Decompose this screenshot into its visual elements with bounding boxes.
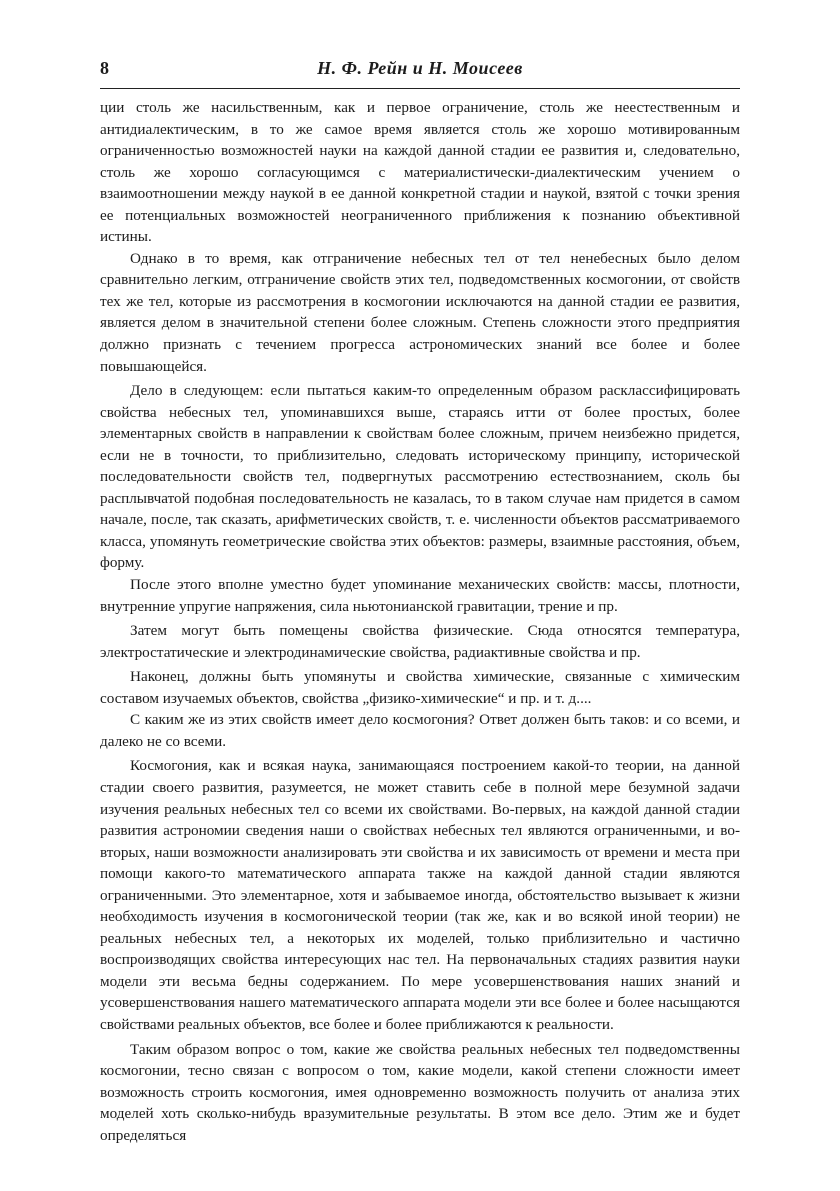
paragraph: С каким же из этих свойств имеет дело космогония? Ответ должен быть таков: и со всеми, и далеко не со всеми. xyxy=(100,711,740,750)
body-text xyxy=(100,97,740,1146)
paragraph: Однако в то время, как отграничение небесных тел от тел ненебесных было делом сравнительно легким, отграничение свойств этих тел, подведомственных космогонии, от свойств тех же тел, которые из рассмотрения в космогонии исключаются на данной стадии ее развития, является делом в значительной степени более сложным. Степень сложности этого предприятия должно признать с течением прогресса астрономических знаний все более и более повышающейся. xyxy=(100,249,740,375)
paragraph: Таким образом вопрос о том, какие же свойства реальных небесных тел подведомственны космогонии, тесно связан с вопросом о том, какие модели, какой степени сложности имеет возможность строить космогония, имея одновременно возможность получить от анализа этих моделей хоть сколько-нибудь вразумительные результаты. В этом все дело. Этим же и будет определяться xyxy=(100,1040,740,1144)
paragraph: Космогония, как и всякая наука, занимающаяся построением какой-то теории, на данной стадии своего развития, разумеется, не может ставить себе в полной мере безумной задачи изучения реальных небесных тел со всеми их свойствами. Во-первых, на каждой данной стадии развития астрономии сведения наши о свойствах небесных тел являются ограниченными, и во-вторых, наши возможности анализировать эти свойства и их зависимость от времени и места при помощи какого-то математического аппарата также на каждой данной стадии являются ограниченными. Это элементарное, хотя и забываемое иногда, обстоятельство вызывает к жизни необходимость изучения в космогонической теории (так же, как и во всякой иной теории) не реальных небесных тел, а некоторых их моделей, только приблизительно и частично воспроизводящих свойства интересующих нас тел. На первоначальных стадиях развития науки модели эти весьма бедны содержанием. По мере усовершенствования наших знаний и усовершенствования нашего математического аппарата модели эти все более и более насыщаются свойствами реальных объектов, все более и более приближаются к реальности. xyxy=(100,757,740,1033)
paragraph: Дело в следующем: если пытаться каким-то определенным образом расклассифицировать свойства небесных тел, упоминавшихся выше, стараясь итти от более простых, более элементарных свойств в направлении к свойствам более сложным, причем неизбежно придется, если не в точности, то приблизительно, следовать историческому принципу, исторической последовательности свойств тел, подвергнутых рассмотрению естествознанием, сколь бы расплывчатой подобная последовательность не казалась, то в таком случае нам придется в самом начале, после, так сказать, арифметических свойств, т. е. численности объектов рассматриваемого класса, упомянуть геометрические свойства этих объектов: размеры, взаимные расстояния, объем, форму. xyxy=(100,382,740,572)
paragraph: ции столь же насильственным, как и первое ограничение, столь же неестественным и антидиалектическим, в то же самое время является столь же хорошо мотивированным ограниченностью возможностей науки на каждой данной стадии ее развития и, следовательно, столь же хорошо согласующимся с материалистически-диалектическим учением о взаимоотношении между наукой в ее данной конкретной стадии и наукой, взятой с точки зрения ее потенциальных возможностей неограниченного приближения к познанию объективной истины. xyxy=(100,99,740,246)
paragraph: Наконец, должны быть упомянуты и свойства химические, связанные с химическим составом изучаемых объектов, свойства „физико-химические“ и пр. и т. д.... xyxy=(100,668,740,707)
page-header xyxy=(100,58,740,84)
paragraph: После этого вполне уместно будет упоминание механических свойств: массы, плотности, внутренние упругие напряжения, сила ньютонианской гравитации, трение и пр. xyxy=(100,576,740,615)
paragraph: Затем могут быть помещены свойства физические. Сюда относятся температура, электростатические и электродинамические свойства, радиактивные свойства и пр. xyxy=(100,622,740,661)
running-head: Н. Ф. Рейн и Н. Моисеев xyxy=(317,58,523,78)
page-number: 8 xyxy=(100,58,109,78)
header-rule xyxy=(100,88,740,89)
